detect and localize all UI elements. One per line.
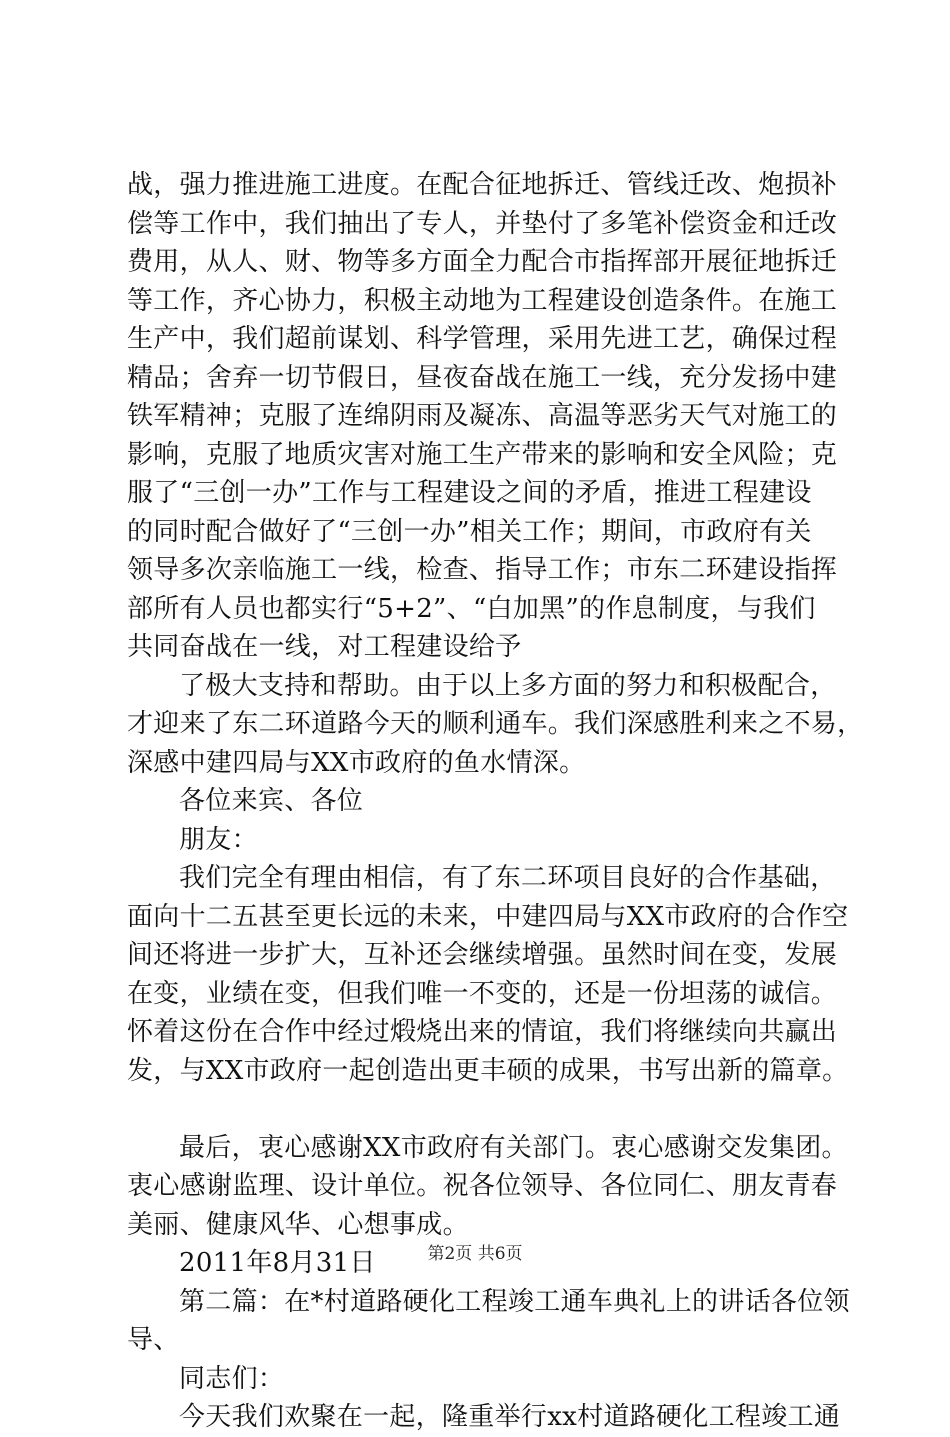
text-line: 偿等工作中，我们抽出了专人，并垫付了多笔补偿资金和迁改 xyxy=(127,208,838,239)
text-line: 美丽、健康风华、心想事成。 xyxy=(127,1209,469,1240)
page-footer: 第2页 共6页 xyxy=(427,1244,523,1264)
text-line: 今天我们欢聚在一起，隆重举行xx村道路硬化工程竣工通 xyxy=(179,1402,841,1432)
date-line: 2011年8月31日 xyxy=(179,1248,376,1278)
text-line: 等工作，齐心协力，积极主动地为工程建设创造条件。在施工 xyxy=(127,285,838,316)
text-line: 导、 xyxy=(127,1325,180,1355)
text-line: 费用，从人、财、物等多方面全力配合市指挥部开展征地拆迁 xyxy=(127,247,838,277)
text-line: 铁军精神；克服了连绵阴雨及凝冻、高温等恶劣天气对施工的 xyxy=(127,401,838,431)
text-line: 在变，业绩在变，但我们唯一不变的，还是一份坦荡的诚信。 xyxy=(127,978,838,1009)
text-line: 朋友： xyxy=(179,824,258,855)
text-line: 深感中建四局与XX市政府的鱼水情深。 xyxy=(127,747,586,778)
text-line: 我们完全有理由相信，有了东二环项目良好的合作基础， xyxy=(179,863,837,893)
text-line: 最后，衷心感谢XX市政府有关部门。衷心感谢交发集团。 xyxy=(179,1132,848,1163)
text-line: 才迎来了东二环道路今天的顺利通车。我们深感胜利来之不易， xyxy=(127,709,864,739)
text-line: 间还将进一步扩大，互补还会继续增强。虽然时间在变，发展 xyxy=(127,940,838,970)
text-line: 的同时配合做好了“三创一办”相关工作；期间，市政府有关 xyxy=(127,516,812,547)
text-line: 共同奋战在一线，对工程建设给予 xyxy=(127,632,522,662)
paragraph-gap xyxy=(127,1090,839,1129)
text-line: 怀着这份在合作中经过煅烧出来的情谊，我们将继续向共赢出 xyxy=(127,1017,838,1047)
text-line: 各位来宾、各位 xyxy=(179,786,364,816)
text-line: 了极大支持和帮助。由于以上多方面的努力和积极配合， xyxy=(179,670,837,701)
text-line: 部所有人员也都实行“5+2”、“白加黑”的作息制度，与我们 xyxy=(127,593,816,624)
text-line: 衷心感谢监理、设计单位。祝各位领导、各位同仁、朋友青春 xyxy=(127,1171,838,1201)
text-line: 战，强力推进施工进度。在配合征地拆迁、管线迁改、炮损补 xyxy=(127,170,838,200)
text-line: 精品；舍弃一切节假日，昼夜奋战在施工一线，充分发扬中建 xyxy=(127,362,838,393)
text-line: 面向十二五甚至更长远的未来，中建四局与XX市政府的合作空 xyxy=(127,901,849,932)
text-line: 同志们： xyxy=(179,1363,285,1394)
text-line: 生产中，我们超前谋划、科学管理，采用先进工艺，确保过程 xyxy=(127,324,838,354)
text-line: 影响，克服了地质灾害对施工生产带来的影响和安全风险；克 xyxy=(127,439,838,470)
text-line: 服了“三创一办”工作与工程建设之间的矛盾，推进工程建设 xyxy=(127,478,812,508)
text-line: 发，与XX市政府一起创造出更丰硕的成果，书写出新的篇章。 xyxy=(127,1055,849,1086)
text-line: 领导多次亲临施工一线，检查、指导工作；市东二环建设指挥 xyxy=(127,555,838,585)
section-heading: 第二篇：在*村道路硬化工程竣工通车典礼上的讲话各位领 xyxy=(179,1286,850,1317)
